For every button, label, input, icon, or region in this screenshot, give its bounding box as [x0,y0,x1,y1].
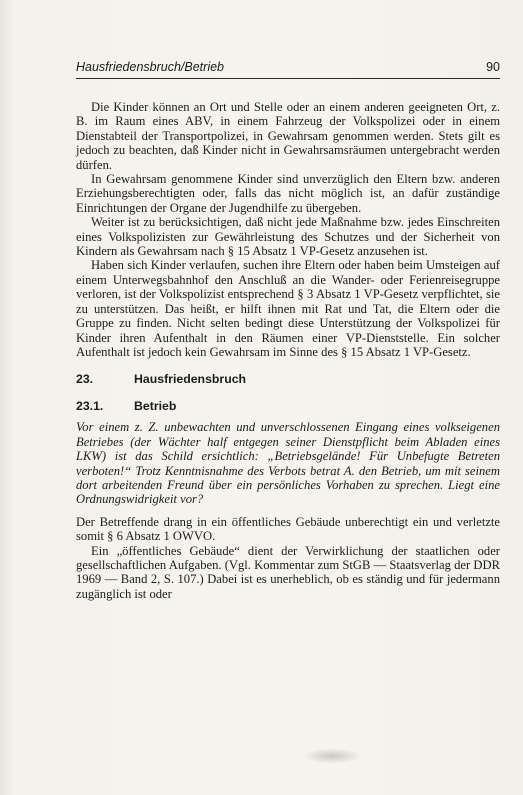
subsection-title: Betrieb [134,399,177,414]
running-header [76,60,500,79]
paragraph: In Gewahrsam genommene Kinder sind unverzüglich den Eltern bzw. anderen Erziehungsberechtigten oder, falls das nicht möglich ist, an dafür zuständige Einrichtungen der Organe der Jugendhilfe zu übergeben. [76,172,500,215]
paragraph: Weiter ist zu berücksichtigen, daß nicht jede Maßnahme bzw. jedes Einschreiten eines Volkspolizisten zur Gewährleistung des Schutzes und der Sicherheit von Kindern als Gewahrsam nach § 15 Absatz 1 VP-Gesetz anzusehen ist. [76,215,500,259]
paragraph: Der Betreffende drang in ein öffentliches Gebäude unberechtigt ein und verletzte somit § 6 Absatz 1 OWVO. [76,514,500,544]
paragraph: Haben sich Kinder verlaufen, suchen ihre Eltern oder haben beim Umsteigen auf einem Unterwegsbahnhof den Anschluß an die Wander- oder Ferienreisegruppe verloren, ist der Volkspolizist entsprechend § 3 Absatz 1 VP-Gesetz verpflichtet, sie zu unterstützen. Das heißt, er hilft ihnen mit Rat und Tat, die Eltern oder die Gruppe zu finden. Nicht selten bedingt diese Unterstützung der Volkspolizei für Kinder ihren Aufenthalt in den Räumen einer VP-Dienststelle. Ein solcher Aufenthalt ist jedoch kein Gewahrsam im Sinne des § 15 Absatz 1 VP-Gesetz. [76,258,500,359]
page-number: 90 [486,60,500,74]
paragraph: Die Kinder können an Ort und Stelle oder an einem anderen geeigneten Ort, z. B. im Raum eines ABV, in einem Fahrzeug der Volkspolizei oder in einem Dienstabteil der Transportpolizei, in Gewahrsam genommen werden. Stets gilt es jedoch zu beachten, daß Kinder nicht in Gewahrsamsräumen untergebracht werden dürfen. [76,100,500,172]
running-title: Hausfriedensbruch/Betrieb [76,60,224,74]
subsection-number: 23.1. [76,399,104,414]
scan-smudge [302,748,362,764]
subsection-heading [76,399,500,414]
page-body [76,100,500,601]
case-example [76,420,500,506]
section-title: Hausfriedensbruch [134,372,247,387]
section-heading [76,372,500,387]
section-number: 23. [76,372,94,387]
paragraph: Ein „öffentliches Gebäude“ dient der Verwirklichung der staatlichen oder gesellschaftlichen Aufgaben. (Vgl. Kommentar zum StGB — Staatsverlag der DDR 1969 — Band 2, S. 107.) Dabei ist es unerheblich, ob es ständig und für jedermann zugänglich ist oder [76,543,500,601]
answer-block [76,515,500,601]
case-text: Vor einem z. Z. unbewachten und unverschlossenen Eingang eines volkseigenen Betriebes (der Wächter half entgegen seiner Dienstpflicht beim Abladen eines LKW) ist das Schild ersichtlich: „Betriebsgelände! Für Unbefugte Betreten verboten!“ Trotz Kenntnisnahme des Verbots betrat A. den Betrieb, um mit seinem dort arbeitenden Freund über ein persönliches Vorhaben zu sprechen. Liegt eine Ordnungswidrigkeit vor? [76,420,500,507]
